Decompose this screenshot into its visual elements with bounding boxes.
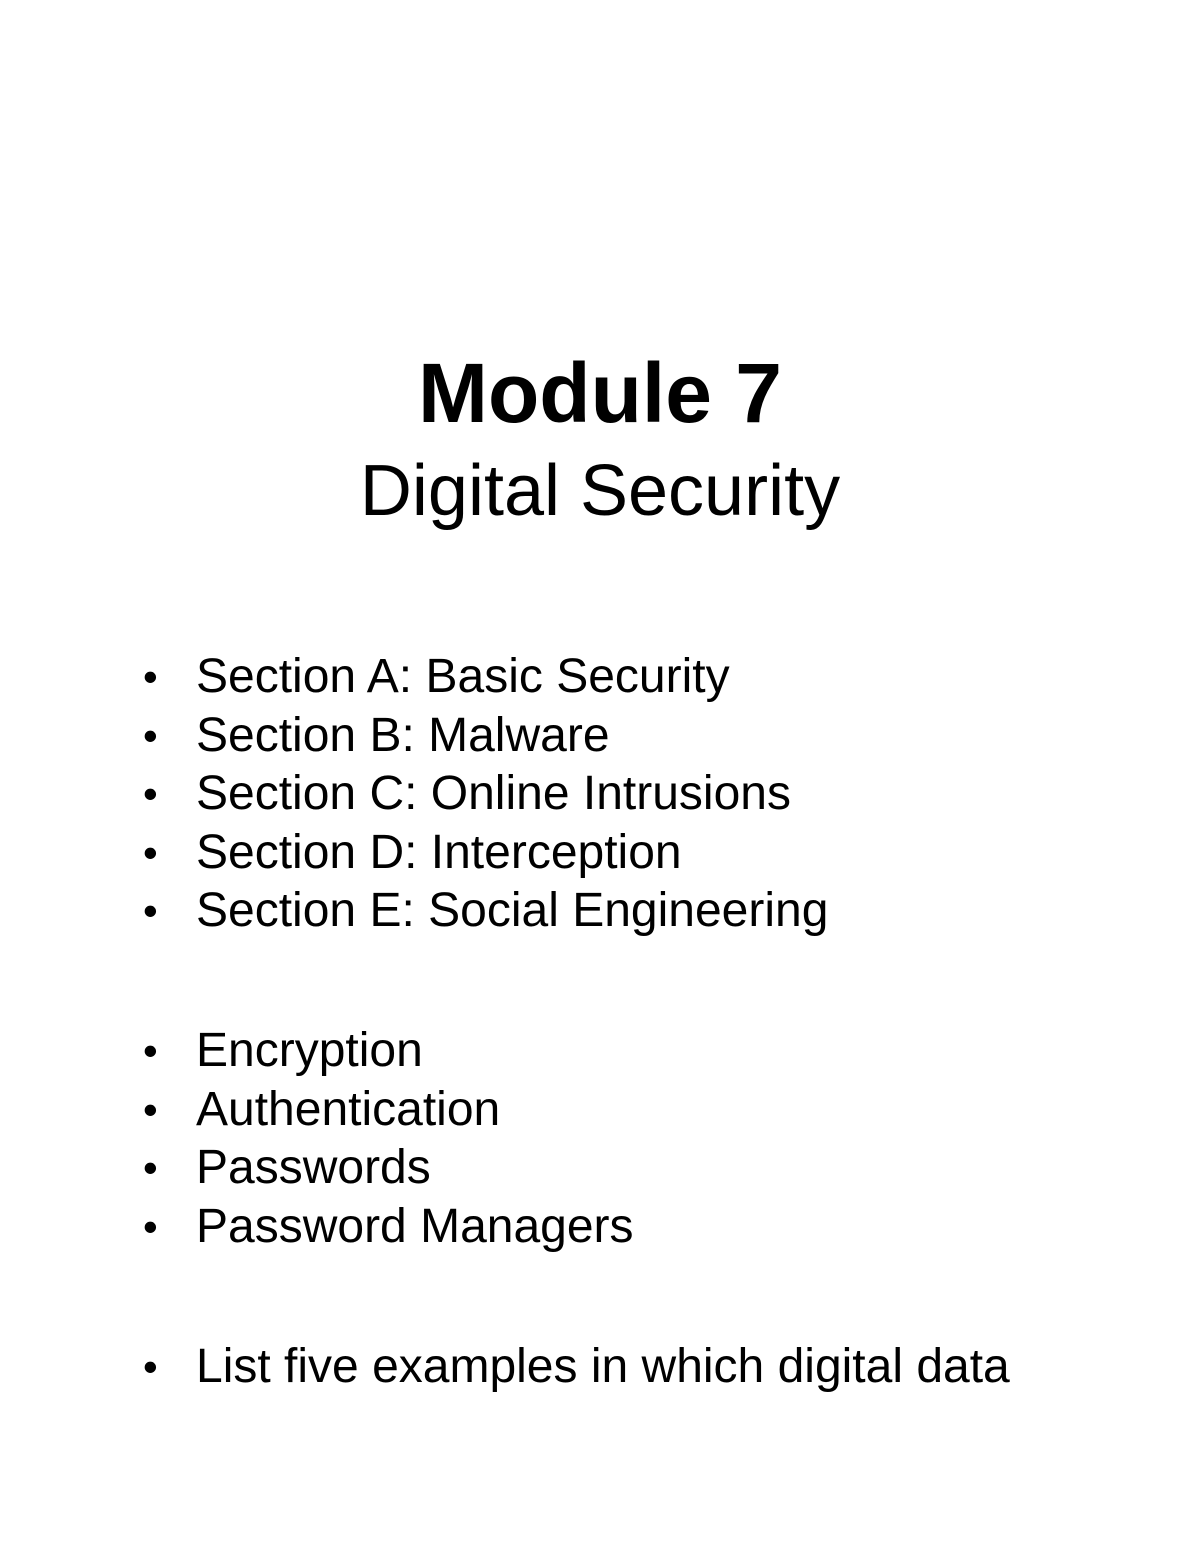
list-item	[0, 1198, 1200, 1257]
topic-label: Authentication	[196, 1082, 501, 1136]
bullet-icon: •	[143, 1144, 158, 1191]
list-item	[0, 707, 1200, 766]
list-item	[0, 1022, 1200, 1081]
section-label: Section E: Social Engineering	[196, 884, 829, 937]
bullet-icon: •	[143, 1085, 158, 1133]
bullet-icon: •	[143, 887, 158, 934]
title-block	[0, 345, 1200, 541]
list-item	[0, 765, 1200, 824]
questions-list	[0, 1338, 1200, 1397]
section-label: Section B: Malware	[196, 708, 610, 762]
bullet-icon: •	[143, 1343, 158, 1390]
topic-label: Password Managers	[196, 1199, 634, 1253]
sections-list	[0, 648, 1200, 941]
section-label: Section D: Interception	[196, 825, 682, 879]
slide-subtitle: Digital Security	[359, 451, 841, 531]
bullet-icon: •	[143, 1027, 158, 1074]
list-item	[0, 1338, 1200, 1397]
topic-label: Passwords	[196, 1141, 431, 1194]
bullet-icon: •	[143, 828, 158, 876]
topics-list	[0, 1022, 1200, 1256]
section-label: Section A: Basic Security	[196, 650, 730, 703]
section-label: Section C: Online Intrusions	[196, 767, 791, 820]
slide-title: Module 7	[417, 346, 782, 440]
bullet-icon: •	[143, 770, 158, 817]
list-item	[0, 882, 1200, 941]
list-item	[0, 824, 1200, 883]
list-item	[0, 1139, 1200, 1198]
list-item	[0, 648, 1200, 707]
topic-label: Encryption	[196, 1024, 423, 1077]
bullet-icon: •	[143, 653, 158, 700]
list-item	[0, 1081, 1200, 1140]
question-label: List five examples in which digital data	[196, 1340, 1010, 1393]
bullet-icon: •	[143, 711, 158, 759]
bullet-icon: •	[143, 1202, 158, 1250]
